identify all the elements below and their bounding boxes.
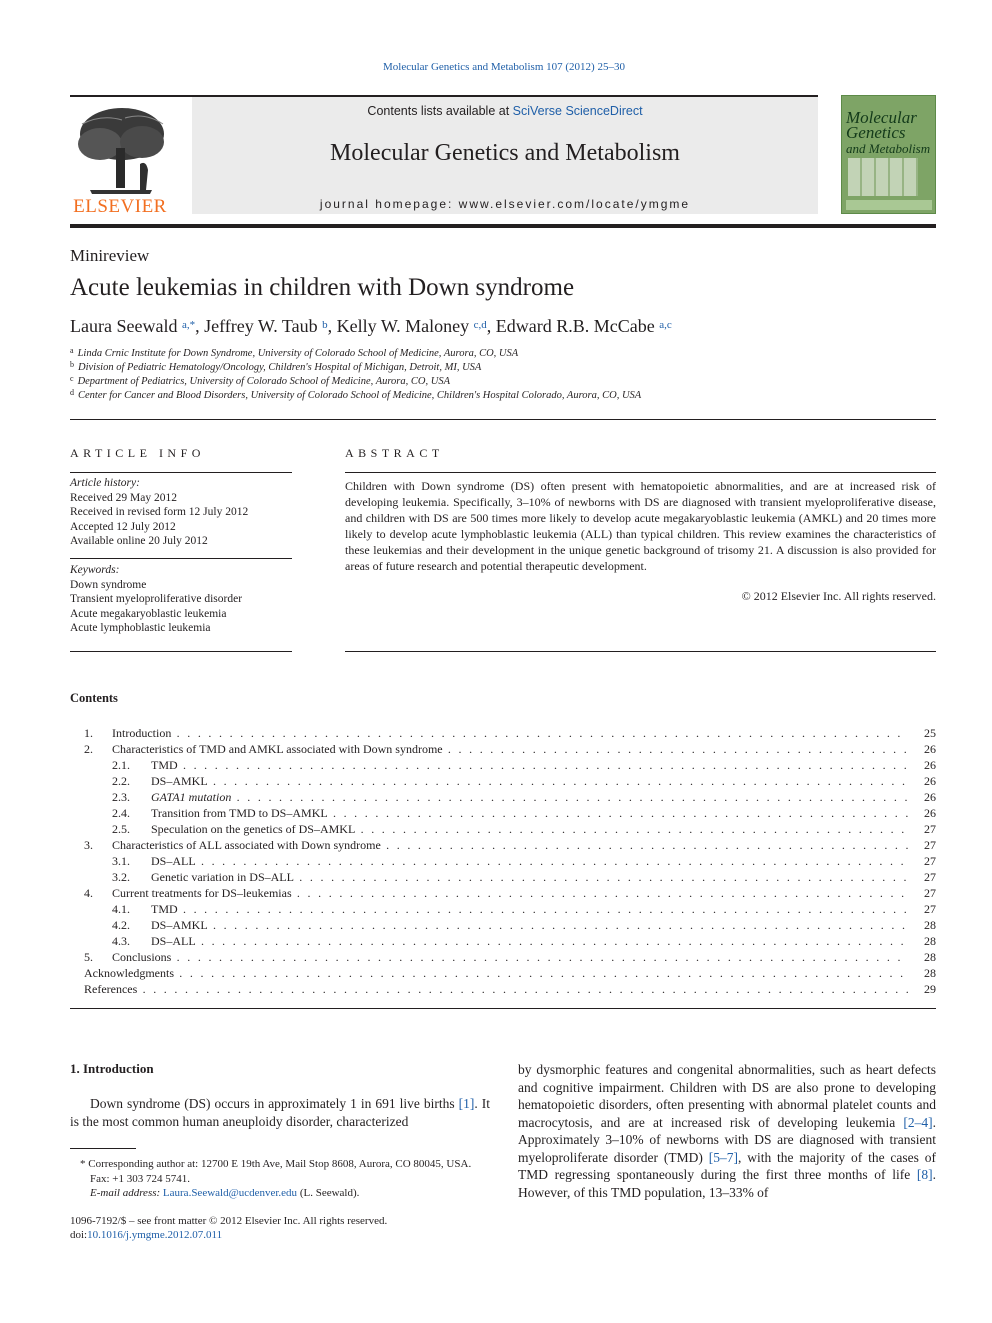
abstract-copyright: © 2012 Elsevier Inc. All rights reserved. <box>741 589 936 603</box>
divider <box>70 1008 936 1009</box>
intro-paragraph-right: by dysmorphic features and congenital abnormalities, such as heart defects and cognitive impairment. Children with DS are also prone to developing hematopoietic disorders, often presenting with abnormal platelet counts and macrocytosis, and are at increased risk of developing leukemia [2–4]. Approximately 3–10% of newborns with DS are diagnosed with transient myeloproliferate disorder (TMD) [5–7], with the majority of the cases of TMD regressing spontaneously during the first three months of life [8]. However, of this TMD population, 13–33% of <box>518 1062 936 1200</box>
issn-line: 1096-7192/$ – see front matter © 2012 Elsevier Inc. All rights reserved. <box>70 1215 388 1227</box>
doi-link[interactable]: 10.1016/j.ymgme.2012.07.011 <box>87 1229 223 1241</box>
cover-figure-grid <box>848 158 918 196</box>
article-section-type: Minireview <box>70 246 150 265</box>
toc-entry[interactable]: References . . . 29 <box>70 981 936 997</box>
author-affil-marker[interactable]: b <box>322 319 328 331</box>
history-entry: Accepted 12 July 2012 <box>70 520 176 533</box>
divider <box>345 651 936 652</box>
journal-citation[interactable]: Molecular Genetics and Metabolism 107 (2012) 25–30 <box>383 61 625 73</box>
article-history: Article history: Received 29 May 2012 Received in revised form 12 July 2012 Accepted 12 July 2012 Available online 20 July 2012 <box>70 476 292 549</box>
reference-link[interactable]: [5–7] <box>708 1149 738 1165</box>
toc-entry[interactable]: 2.4. Transition from TMD to DS–AMKL . . . 26 <box>70 805 936 821</box>
divider <box>70 558 292 559</box>
toc-entry[interactable]: 3.1. DS–ALL . . . 27 <box>70 853 936 869</box>
toc-entry[interactable]: 2.3. GATA1 mutation . . . 26 <box>70 789 936 805</box>
author-affil-marker[interactable]: a,c <box>659 319 672 331</box>
toc-entry[interactable]: 2.2. DS–AMKL . . . 26 <box>70 773 936 789</box>
sciencedirect-link[interactable]: SciVerse ScienceDirect <box>512 104 643 118</box>
history-entry: Received in revised form 12 July 2012 <box>70 506 249 518</box>
toc-entry[interactable]: 3. Characteristics of ALL associated with Down syndrome . . . 27 <box>70 837 936 853</box>
keyword: Acute lymphoblastic leukemia <box>70 622 211 634</box>
history-entry: Available online 20 July 2012 <box>70 535 208 547</box>
author-name: Edward R.B. McCabe <box>495 316 655 336</box>
affiliation: $^d$ Center for Cancer and Blood Disorders, University of Colorado School of Medicine, Children's Hospital Colorado, Aurora, CO, USA <box>70 388 642 401</box>
reference-link[interactable]: [8] <box>916 1167 933 1182</box>
author-name: Kelly W. Maloney <box>336 316 470 336</box>
toc-entry[interactable]: 4.2. DS–AMKL . . . 28 <box>70 917 936 933</box>
contents-heading: Contents <box>70 691 118 705</box>
divider <box>345 472 936 473</box>
author-name: Jeffrey W. Taub <box>204 316 318 336</box>
keyword: Acute megakaryoblastic leukemia <box>70 607 227 620</box>
toc-entry[interactable]: Acknowledgments . . . 28 <box>70 965 936 981</box>
author-affil-marker[interactable]: c,d <box>473 319 487 331</box>
keyword: Down syndrome <box>70 578 147 591</box>
section-heading: 1. Introduction <box>70 1061 154 1076</box>
article-info-heading: ARTICLE INFO <box>70 446 205 460</box>
affiliation: $^a$ Linda Crnic Institute for Down Syndrome, University of Colorado School of Medicine, Aurora, CO, USA <box>70 346 519 359</box>
author-list: Laura Seewald $^{a,*}$, Jeffrey W. Taub $^b$, Kelly W. Maloney $^{c,d}$, Edward R.B. McCabe $^{a,c}$ <box>70 316 672 336</box>
email-note: E-mail address: Laura.Seewald@ucdenver.edu (L. Seewald). <box>90 1187 360 1199</box>
affiliation: $^b$ Division of Pediatric Hematology/Oncology, Children's Hospital of Michigan, Detroit, MI, USA <box>70 360 482 373</box>
cover-footer-bar <box>846 200 932 210</box>
corresponding-author-note: * Corresponding author at: 12700 E 19th Ave, Mail Stop 8608, Aurora, CO 80045, USA. Fax: +1 303 724 5741. <box>80 1158 472 1185</box>
toc-entry[interactable]: 3.2. Genetic variation in DS–ALL . . . 27 <box>70 869 936 885</box>
cover-title: Molecular Genetics and Metabolism <box>846 108 931 156</box>
toc-entry[interactable]: 4. Current treatments for DS–leukemias . . . 27 <box>70 885 936 901</box>
keyword: Transient myeloproliferative disorder <box>70 593 243 605</box>
header-bottom-rule <box>70 224 936 228</box>
author-name: Laura Seewald <box>70 316 178 336</box>
toc-entry[interactable]: 5. Conclusions . . . 28 <box>70 949 936 965</box>
author-affil-marker[interactable]: a,* <box>181 319 196 331</box>
elsevier-wordmark: ELSEVIER <box>73 196 167 217</box>
keywords: Keywords: Down syndrome Transient myeloproliferative disorder Acute megakaryoblastic leukemia Acute lymphoblastic leukemia <box>70 563 292 636</box>
divider <box>70 419 936 420</box>
divider <box>70 472 292 473</box>
toc-entry[interactable]: 4.3. DS–ALL . . . 28 <box>70 933 936 949</box>
doi-line: doi:10.1016/j.ymgme.2012.07.011 <box>70 1229 223 1241</box>
history-entry: Received 29 May 2012 <box>70 491 177 504</box>
toc-entry[interactable]: 2.5. Speculation on the genetics of DS–AMKL . . . 27 <box>70 821 936 837</box>
email-link[interactable]: Laura.Seewald@ucdenver.edu <box>162 1187 298 1199</box>
footnote-rule <box>70 1148 136 1149</box>
journal-cover-thumbnail[interactable] <box>841 95 936 214</box>
toc-entry[interactable]: 2.1. TMD . . . 26 <box>70 757 936 773</box>
article-title: Acute leukemias in children with Down syndrome <box>70 274 575 301</box>
reference-link[interactable]: [1] <box>458 1096 475 1111</box>
abstract-text: Children with Down syndrome (DS) often present with hematopoietic abnormalities, and are at increased risk of developing leukemia. Specifically, 3–10% of newborns with DS are diagnosed with transient myeloproliferative disease, and children with DS are 500 times more likely to develop acute megakaryoblastic leukemia (AMKL) and 20 times more likely to develop acute lymphoblastic leukemia (ALL) than typical children. This review examines the characteristics of these leukemias and their development in the unique genetic background of trisomy 21. A discussion is also provided for areas of future research and potential therapeutic development. <box>345 479 936 573</box>
toc-entry[interactable]: 2. Characteristics of TMD and AMKL associated with Down syndrome . . . 26 <box>70 741 936 757</box>
divider <box>70 651 292 652</box>
journal-homepage[interactable]: journal homepage: www.elsevier.com/locate/ymgme <box>319 197 691 211</box>
toc-entry[interactable]: 1. Introduction . . . 25 <box>70 725 936 741</box>
abstract-heading: ABSTRACT <box>345 446 444 460</box>
affiliation: $^c$ Department of Pediatrics, University of Colorado School of Medicine, Aurora, CO, USA <box>70 374 450 387</box>
toc-entry[interactable]: 4.1. TMD . . . 27 <box>70 901 936 917</box>
intro-paragraph-left: Down syndrome (DS) occurs in approximately 1 in 691 live births [1]. It is the most common human aneuploidy disorder, characterized <box>70 1096 491 1129</box>
contents-available-line: Contents lists available at SciVerse ScienceDirect <box>367 104 643 118</box>
journal-title: Molecular Genetics and Metabolism <box>330 140 680 166</box>
reference-link[interactable]: [2–4] <box>903 1114 933 1130</box>
